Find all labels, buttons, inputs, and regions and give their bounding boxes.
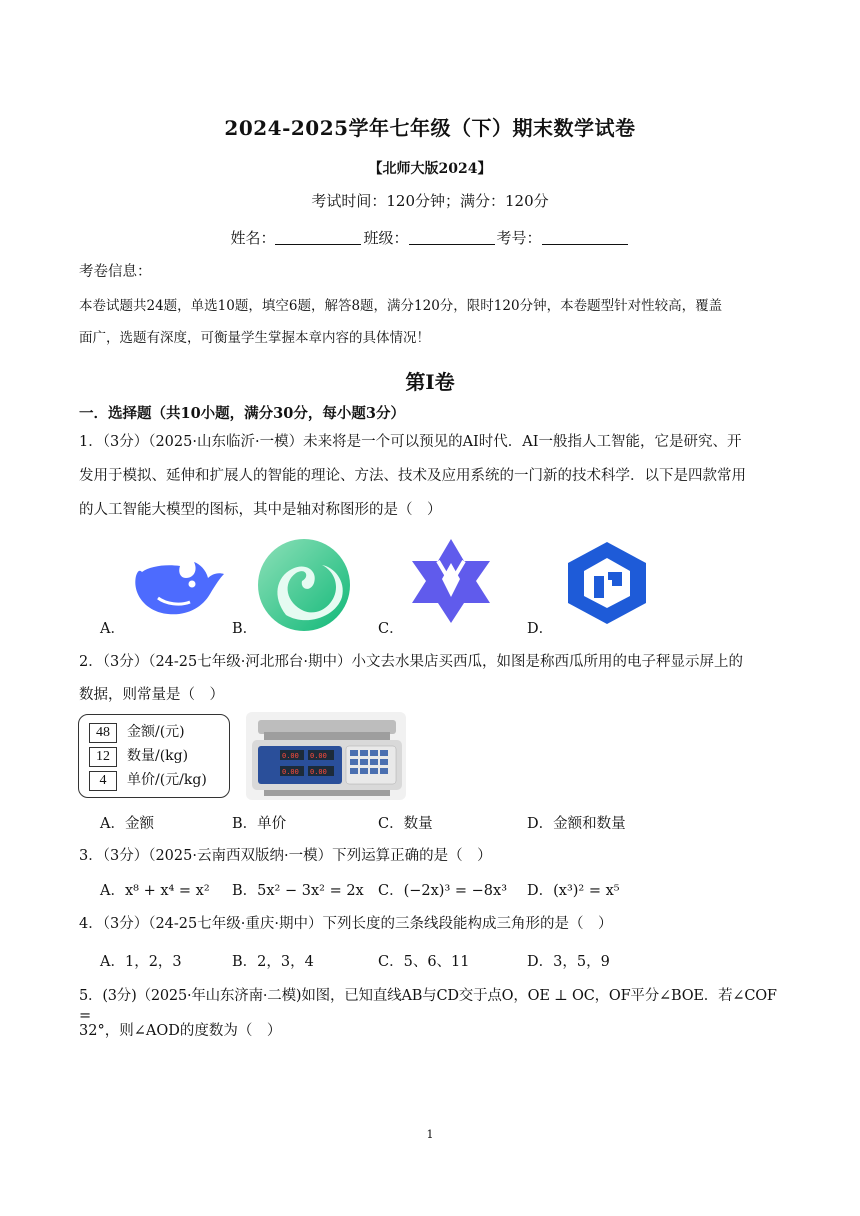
- q1-option-d[interactable]: D．: [527, 621, 554, 637]
- q2-option-a[interactable]: A．金额: [100, 816, 154, 832]
- q4-option-a[interactable]: A．1，2，3: [100, 954, 182, 970]
- q5-line-2: 32°，则∠AOD的度数为（ ）: [79, 1023, 282, 1039]
- info-line-1: 本卷试题共24题，单选10题，填空6题，解答8题，满分120分，限时120分钟，本卷题型针对性较高，覆盖: [79, 298, 723, 314]
- q3-line: 3．（3分）（2025·云南西双版纳·一模）下列运算正确的是（ ）: [79, 848, 492, 864]
- section-heading: 一．选择题（共10小题，满分30分，每小题3分）: [79, 405, 405, 422]
- q3-option-c[interactable]: C．(−2x)³ = −8x³: [378, 883, 508, 899]
- q1-option-c[interactable]: C．: [378, 621, 404, 637]
- student-info-bar: [0, 227, 860, 248]
- name-blank[interactable]: [275, 230, 361, 245]
- q5-line-1: 5．(3分)（2025·年山东济南·二模)如图，已知直线AB与CD交于点O，OE ⊥ OC，OF平分∠BOE．若∠COF =: [79, 988, 777, 1024]
- q3-option-d[interactable]: D．(x³)² = x⁵: [527, 883, 620, 899]
- q4-line: 4．（3分）（24-25七年级·重庆·期中）下列长度的三条线段能构成三角形的是（ ）: [79, 916, 613, 932]
- q1-option-a[interactable]: A．: [100, 621, 125, 637]
- q2-option-b[interactable]: B．单价: [232, 816, 287, 832]
- time-info: 考试时间：120分钟；满分：120分: [311, 192, 549, 210]
- q2-option-d[interactable]: D．金额和数量: [527, 816, 626, 832]
- svg-text:0.00: 0.00: [310, 752, 327, 760]
- class-label: 班级：: [363, 229, 409, 247]
- scale-row-label: 数量/(kg): [127, 748, 189, 764]
- page-title: 2024-2025学年七年级（下）期末数学试卷: [224, 116, 636, 140]
- q4-option-c[interactable]: C．5、6、11: [378, 954, 470, 970]
- q1-line-3: 的人工智能大模型的图标，其中是轴对称图形的是（ ）: [79, 502, 442, 518]
- q1-option-b[interactable]: B．: [232, 621, 258, 637]
- electronic-scale-image: [246, 712, 406, 800]
- q2-line-1: 2．（3分）（24-25七年级·河北邢台·期中）小文去水果店买西瓜，如图是称西瓜所用的电子秤显示屏上的: [79, 654, 743, 670]
- scale-row-quantity: [89, 745, 188, 765]
- q2-line-2: 数据，则常量是（ ）: [79, 687, 224, 703]
- id-blank[interactable]: [542, 230, 628, 245]
- svg-text:0.00: 0.00: [282, 752, 299, 760]
- id-label: 考号：: [496, 229, 542, 247]
- q4-option-b[interactable]: B．2，3，4: [232, 954, 314, 970]
- class-blank[interactable]: [409, 230, 495, 245]
- info-heading: 考卷信息：: [79, 264, 152, 280]
- part-title: 第Ⅰ卷: [405, 370, 455, 394]
- q3-option-a[interactable]: A．x⁸ + x⁴ = x²: [100, 883, 210, 899]
- cube-logo-icon: [566, 540, 648, 626]
- scale-row-label: 单价/(元/kg): [127, 772, 207, 788]
- scale-num: 48: [89, 723, 117, 743]
- star-logo-icon: [404, 535, 498, 627]
- swirl-logo-icon: [256, 537, 352, 633]
- svg-text:0.00: 0.00: [310, 768, 327, 776]
- scale-row-unit-price: [89, 769, 207, 789]
- info-line-2: 面广，选题有深度，可衡量学生掌握本章内容的具体情况！: [79, 330, 430, 346]
- name-label: 姓名：: [230, 229, 276, 247]
- scale-num: 4: [89, 771, 117, 791]
- svg-text:0.00: 0.00: [282, 768, 299, 776]
- q4-option-d[interactable]: D．3，5，9: [527, 954, 610, 970]
- page-number: 1: [426, 1128, 434, 1141]
- q1-line-1: 1．（3分）（2025·山东临沂·一模）未来将是一个可以预见的AI时代．AI一般指人工智能，它是研究、开: [79, 434, 742, 450]
- edition-label: 【北师大版2024】: [368, 161, 492, 177]
- whale-logo-icon: [128, 548, 228, 618]
- scale-row-amount: [89, 721, 185, 741]
- scale-display-table: [78, 714, 230, 798]
- q3-option-b[interactable]: B．5x² − 3x² = 2x: [232, 883, 364, 899]
- scale-row-label: 金额/(元): [127, 724, 185, 740]
- scale-num: 12: [89, 747, 117, 767]
- q2-option-c[interactable]: C．数量: [378, 816, 433, 832]
- q1-line-2: 发用于模拟、延伸和扩展人的智能的理论、方法、技术及应用系统的一门新的技术科学．以下是四款常用: [79, 468, 746, 484]
